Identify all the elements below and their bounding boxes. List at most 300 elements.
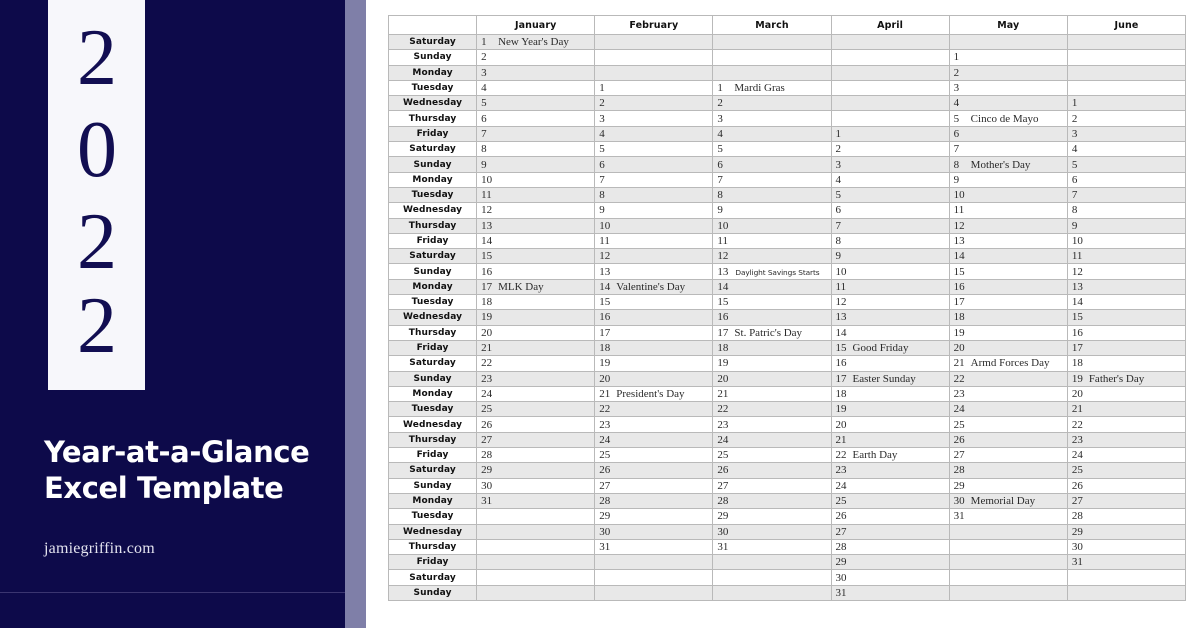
date-cell[interactable] bbox=[595, 539, 713, 554]
date-cell[interactable] bbox=[595, 325, 713, 340]
date-cell[interactable] bbox=[595, 35, 713, 50]
date-cell[interactable] bbox=[1067, 448, 1185, 463]
date-cell[interactable] bbox=[477, 463, 595, 478]
date-cell[interactable] bbox=[949, 218, 1067, 233]
date-cell[interactable] bbox=[949, 203, 1067, 218]
date-cell[interactable] bbox=[477, 218, 595, 233]
date-cell[interactable] bbox=[1067, 555, 1185, 570]
date-cell[interactable] bbox=[1067, 371, 1185, 386]
date-cell[interactable] bbox=[477, 570, 595, 585]
date-cell[interactable] bbox=[1067, 157, 1185, 172]
date-cell[interactable] bbox=[713, 96, 831, 111]
date-number: 14 bbox=[481, 235, 493, 247]
panel-divider bbox=[0, 592, 345, 593]
year-digit-1: 2 bbox=[77, 14, 116, 102]
date-cell[interactable] bbox=[595, 50, 713, 65]
date-cell[interactable] bbox=[477, 432, 595, 447]
date-cell[interactable] bbox=[831, 402, 949, 417]
date-cell[interactable] bbox=[831, 493, 949, 508]
date-cell[interactable] bbox=[831, 539, 949, 554]
date-cell[interactable] bbox=[1067, 417, 1185, 432]
date-cell[interactable] bbox=[477, 417, 595, 432]
date-cell[interactable] bbox=[831, 524, 949, 539]
date-cell[interactable] bbox=[713, 264, 831, 279]
date-cell[interactable] bbox=[831, 417, 949, 432]
date-cell[interactable] bbox=[1067, 249, 1185, 264]
date-number: 2 bbox=[717, 97, 723, 110]
date-cell[interactable] bbox=[831, 463, 949, 478]
date-cell[interactable] bbox=[949, 50, 1067, 65]
date-number: 1 bbox=[481, 36, 487, 49]
date-cell[interactable] bbox=[831, 187, 949, 202]
date-cell[interactable] bbox=[713, 142, 831, 157]
date-cell[interactable] bbox=[713, 203, 831, 218]
date-cell[interactable] bbox=[831, 325, 949, 340]
date-cell[interactable] bbox=[595, 570, 713, 585]
date-cell[interactable] bbox=[595, 233, 713, 248]
date-cell[interactable] bbox=[949, 417, 1067, 432]
date-cell[interactable] bbox=[831, 555, 949, 570]
date-cell[interactable] bbox=[949, 65, 1067, 80]
date-cell[interactable] bbox=[477, 340, 595, 355]
date-cell[interactable] bbox=[949, 340, 1067, 355]
day-of-week-cell: Tuesday bbox=[389, 295, 477, 310]
date-number: 12 bbox=[481, 204, 493, 217]
date-number: 13 bbox=[717, 265, 729, 278]
date-cell[interactable] bbox=[477, 50, 595, 65]
date-cell[interactable] bbox=[595, 218, 713, 233]
date-cell[interactable] bbox=[949, 310, 1067, 325]
date-cell[interactable] bbox=[1067, 539, 1185, 554]
date-cell[interactable] bbox=[595, 65, 713, 80]
date-cell[interactable] bbox=[713, 172, 831, 187]
date-cell[interactable] bbox=[713, 524, 831, 539]
date-cell[interactable] bbox=[477, 187, 595, 202]
website-url: jamiegriffin.com bbox=[44, 540, 155, 557]
date-cell[interactable] bbox=[1067, 432, 1185, 447]
date-cell[interactable] bbox=[949, 509, 1067, 524]
date-number: 30 bbox=[481, 479, 493, 492]
table-row bbox=[389, 50, 1186, 65]
date-cell[interactable] bbox=[831, 233, 949, 248]
date-number: 31 bbox=[953, 510, 965, 523]
date-cell[interactable] bbox=[1067, 50, 1185, 65]
year-at-a-glance-table bbox=[388, 15, 1186, 601]
date-cell[interactable] bbox=[949, 448, 1067, 463]
date-number: 27 bbox=[1071, 495, 1083, 508]
date-cell[interactable] bbox=[477, 310, 595, 325]
date-cell[interactable] bbox=[831, 509, 949, 524]
table-row bbox=[389, 432, 1186, 447]
table-row bbox=[389, 264, 1186, 279]
date-cell[interactable] bbox=[713, 35, 831, 50]
date-cell[interactable] bbox=[477, 157, 595, 172]
date-cell[interactable] bbox=[477, 203, 595, 218]
date-number: 1 bbox=[599, 82, 605, 95]
date-cell[interactable] bbox=[949, 96, 1067, 111]
date-cell[interactable] bbox=[949, 111, 1067, 126]
date-cell[interactable] bbox=[1067, 203, 1185, 218]
table-row bbox=[389, 402, 1186, 417]
day-of-week-cell: Friday bbox=[389, 126, 477, 141]
date-cell[interactable] bbox=[1067, 295, 1185, 310]
date-cell[interactable] bbox=[949, 539, 1067, 554]
date-number: 3 bbox=[1071, 127, 1078, 140]
date-cell[interactable] bbox=[713, 417, 831, 432]
date-cell[interactable] bbox=[1067, 463, 1185, 478]
holiday-label: Easter Sunday bbox=[852, 372, 916, 385]
date-cell[interactable] bbox=[831, 432, 949, 447]
date-cell[interactable] bbox=[477, 126, 595, 141]
date-cell[interactable] bbox=[477, 142, 595, 157]
date-cell[interactable] bbox=[595, 187, 713, 202]
date-cell[interactable] bbox=[1067, 187, 1185, 202]
date-cell[interactable] bbox=[949, 279, 1067, 294]
date-cell[interactable] bbox=[595, 142, 713, 157]
date-cell[interactable] bbox=[477, 65, 595, 80]
date-cell[interactable] bbox=[831, 111, 949, 126]
date-cell[interactable] bbox=[949, 249, 1067, 264]
date-cell[interactable] bbox=[831, 310, 949, 325]
date-cell[interactable] bbox=[713, 187, 831, 202]
date-cell[interactable] bbox=[1067, 218, 1185, 233]
date-cell[interactable] bbox=[949, 356, 1067, 371]
date-cell[interactable] bbox=[595, 555, 713, 570]
date-cell[interactable] bbox=[1067, 233, 1185, 248]
date-cell[interactable] bbox=[713, 432, 831, 447]
date-number: 4 bbox=[1071, 143, 1078, 156]
holiday-label: Good Friday bbox=[852, 342, 909, 355]
date-cell[interactable] bbox=[831, 65, 949, 80]
date-cell[interactable] bbox=[713, 539, 831, 554]
date-cell[interactable] bbox=[1067, 172, 1185, 187]
date-cell[interactable] bbox=[477, 172, 595, 187]
date-number: 6 bbox=[717, 158, 723, 171]
date-number: 22 bbox=[599, 403, 611, 416]
date-cell[interactable] bbox=[713, 233, 831, 248]
date-cell[interactable] bbox=[595, 172, 713, 187]
date-cell[interactable] bbox=[713, 65, 831, 80]
date-cell[interactable] bbox=[831, 356, 949, 371]
date-cell[interactable] bbox=[713, 310, 831, 325]
date-number: 13 bbox=[1071, 280, 1083, 293]
date-number: 4 bbox=[717, 127, 723, 140]
date-cell[interactable] bbox=[477, 356, 595, 371]
date-cell[interactable] bbox=[1067, 524, 1185, 539]
date-cell[interactable] bbox=[595, 432, 713, 447]
date-cell[interactable] bbox=[595, 111, 713, 126]
day-of-week-cell: Saturday bbox=[389, 249, 477, 264]
date-cell[interactable] bbox=[831, 142, 949, 157]
date-cell[interactable] bbox=[831, 218, 949, 233]
date-cell[interactable] bbox=[949, 478, 1067, 493]
date-number: 11 bbox=[481, 189, 492, 202]
date-cell[interactable] bbox=[831, 585, 949, 600]
date-cell[interactable] bbox=[595, 203, 713, 218]
date-cell[interactable] bbox=[949, 142, 1067, 157]
date-number: 3 bbox=[717, 112, 723, 125]
date-number: 10 bbox=[599, 219, 611, 232]
date-cell[interactable] bbox=[477, 493, 595, 508]
date-cell[interactable] bbox=[713, 295, 831, 310]
date-cell[interactable] bbox=[595, 80, 713, 95]
date-cell[interactable] bbox=[595, 126, 713, 141]
table-row bbox=[389, 126, 1186, 141]
date-number: 10 bbox=[1071, 235, 1083, 247]
date-cell[interactable] bbox=[477, 478, 595, 493]
date-number: 5 bbox=[717, 143, 723, 156]
date-cell[interactable] bbox=[595, 371, 713, 386]
date-cell[interactable] bbox=[713, 570, 831, 585]
date-cell[interactable] bbox=[1067, 340, 1185, 355]
date-cell[interactable] bbox=[1067, 264, 1185, 279]
date-cell[interactable] bbox=[949, 386, 1067, 401]
date-cell[interactable] bbox=[713, 126, 831, 141]
date-cell[interactable] bbox=[831, 50, 949, 65]
date-cell[interactable] bbox=[831, 203, 949, 218]
date-cell[interactable] bbox=[477, 509, 595, 524]
date-number: 24 bbox=[953, 403, 965, 416]
date-cell[interactable] bbox=[831, 172, 949, 187]
date-number: 19 bbox=[481, 311, 493, 324]
date-cell[interactable] bbox=[831, 80, 949, 95]
date-cell[interactable] bbox=[949, 570, 1067, 585]
day-of-week-cell: Tuesday bbox=[389, 509, 477, 524]
day-of-week-cell: Friday bbox=[389, 555, 477, 570]
date-cell[interactable] bbox=[1067, 585, 1185, 600]
date-cell[interactable] bbox=[1067, 126, 1185, 141]
date-cell[interactable] bbox=[595, 96, 713, 111]
date-cell[interactable] bbox=[1067, 142, 1185, 157]
date-number: 12 bbox=[835, 296, 847, 309]
date-cell[interactable] bbox=[949, 80, 1067, 95]
date-cell[interactable] bbox=[477, 249, 595, 264]
date-cell[interactable] bbox=[1067, 65, 1185, 80]
date-cell[interactable] bbox=[713, 249, 831, 264]
date-number: 19 bbox=[599, 357, 611, 370]
date-cell[interactable] bbox=[477, 555, 595, 570]
date-number: 21 bbox=[1071, 403, 1083, 416]
date-cell[interactable] bbox=[477, 386, 595, 401]
date-cell[interactable] bbox=[831, 570, 949, 585]
date-cell[interactable] bbox=[949, 187, 1067, 202]
date-cell[interactable] bbox=[713, 463, 831, 478]
date-number: 10 bbox=[481, 173, 493, 186]
date-cell[interactable] bbox=[595, 340, 713, 355]
date-cell[interactable] bbox=[595, 295, 713, 310]
date-cell[interactable] bbox=[831, 35, 949, 50]
table-row bbox=[389, 203, 1186, 218]
table-row bbox=[389, 386, 1186, 401]
date-number: 18 bbox=[481, 296, 493, 309]
date-cell[interactable] bbox=[713, 80, 831, 95]
date-cell[interactable] bbox=[713, 386, 831, 401]
date-cell[interactable] bbox=[1067, 478, 1185, 493]
date-cell[interactable] bbox=[713, 585, 831, 600]
date-number: 24 bbox=[717, 433, 729, 446]
date-cell[interactable] bbox=[713, 50, 831, 65]
date-cell[interactable] bbox=[831, 157, 949, 172]
holiday-label: Valentine's Day bbox=[616, 280, 686, 293]
date-cell[interactable] bbox=[831, 478, 949, 493]
date-number: 31 bbox=[481, 495, 493, 508]
date-cell[interactable] bbox=[1067, 96, 1185, 111]
date-cell[interactable] bbox=[477, 539, 595, 554]
date-cell[interactable] bbox=[595, 279, 713, 294]
date-cell[interactable] bbox=[1067, 279, 1185, 294]
date-number: 1 bbox=[717, 82, 723, 95]
date-cell[interactable] bbox=[713, 493, 831, 508]
date-cell[interactable] bbox=[595, 448, 713, 463]
date-cell[interactable] bbox=[949, 585, 1067, 600]
date-number: 9 bbox=[835, 250, 842, 263]
day-of-week-cell: Wednesday bbox=[389, 310, 477, 325]
date-cell[interactable] bbox=[477, 35, 595, 50]
date-cell[interactable] bbox=[595, 402, 713, 417]
day-of-week-cell: Monday bbox=[389, 386, 477, 401]
date-cell[interactable] bbox=[949, 35, 1067, 50]
date-cell[interactable] bbox=[477, 279, 595, 294]
month-header-january: January bbox=[477, 16, 595, 35]
date-number: 23 bbox=[717, 418, 729, 431]
date-cell[interactable] bbox=[713, 279, 831, 294]
date-cell[interactable] bbox=[831, 448, 949, 463]
date-cell[interactable] bbox=[949, 233, 1067, 248]
date-cell[interactable] bbox=[595, 585, 713, 600]
day-of-week-cell: Wednesday bbox=[389, 203, 477, 218]
date-cell[interactable] bbox=[831, 340, 949, 355]
table-row bbox=[389, 555, 1186, 570]
date-cell[interactable] bbox=[1067, 35, 1185, 50]
date-cell[interactable] bbox=[831, 279, 949, 294]
date-number: 4 bbox=[481, 82, 487, 95]
date-cell[interactable] bbox=[831, 295, 949, 310]
date-cell[interactable] bbox=[713, 478, 831, 493]
date-cell[interactable] bbox=[477, 111, 595, 126]
date-cell[interactable] bbox=[831, 386, 949, 401]
date-cell[interactable] bbox=[713, 157, 831, 172]
date-cell[interactable] bbox=[1067, 386, 1185, 401]
date-number: 28 bbox=[599, 495, 611, 508]
date-cell[interactable] bbox=[949, 157, 1067, 172]
date-cell[interactable] bbox=[595, 264, 713, 279]
date-number: 7 bbox=[717, 173, 723, 186]
date-number: 23 bbox=[599, 418, 611, 431]
date-cell[interactable] bbox=[1067, 80, 1185, 95]
date-cell[interactable] bbox=[477, 402, 595, 417]
date-number: 1 bbox=[835, 127, 842, 140]
date-number: 16 bbox=[835, 357, 847, 370]
date-cell[interactable] bbox=[1067, 111, 1185, 126]
date-cell[interactable] bbox=[477, 371, 595, 386]
date-cell[interactable] bbox=[477, 295, 595, 310]
date-cell[interactable] bbox=[595, 417, 713, 432]
date-cell[interactable] bbox=[713, 509, 831, 524]
date-cell[interactable] bbox=[713, 371, 831, 386]
date-cell[interactable] bbox=[595, 493, 713, 508]
date-cell[interactable] bbox=[1067, 325, 1185, 340]
date-cell[interactable] bbox=[949, 325, 1067, 340]
date-cell[interactable] bbox=[595, 478, 713, 493]
date-number: 29 bbox=[1071, 525, 1083, 538]
date-cell[interactable] bbox=[1067, 402, 1185, 417]
date-number: 19 bbox=[835, 403, 847, 416]
date-number: 12 bbox=[599, 250, 611, 263]
date-cell[interactable] bbox=[713, 340, 831, 355]
date-cell[interactable] bbox=[1067, 310, 1185, 325]
date-cell[interactable] bbox=[949, 432, 1067, 447]
date-cell[interactable] bbox=[713, 402, 831, 417]
date-cell[interactable] bbox=[949, 126, 1067, 141]
day-of-week-cell: Tuesday bbox=[389, 80, 477, 95]
date-number: 9 bbox=[599, 204, 605, 217]
date-cell[interactable] bbox=[477, 233, 595, 248]
date-cell[interactable] bbox=[1067, 493, 1185, 508]
date-cell[interactable] bbox=[595, 386, 713, 401]
date-cell[interactable] bbox=[477, 585, 595, 600]
date-cell[interactable] bbox=[713, 218, 831, 233]
day-of-week-cell: Thursday bbox=[389, 432, 477, 447]
date-cell[interactable] bbox=[949, 172, 1067, 187]
date-cell[interactable] bbox=[713, 555, 831, 570]
date-cell[interactable] bbox=[595, 157, 713, 172]
date-cell[interactable] bbox=[477, 96, 595, 111]
date-cell[interactable] bbox=[949, 371, 1067, 386]
table-row bbox=[389, 463, 1186, 478]
date-cell[interactable] bbox=[949, 402, 1067, 417]
date-number: 25 bbox=[1071, 464, 1083, 477]
date-cell[interactable] bbox=[949, 524, 1067, 539]
date-cell[interactable] bbox=[595, 249, 713, 264]
accent-stripe bbox=[345, 0, 366, 628]
date-cell[interactable] bbox=[949, 555, 1067, 570]
date-cell[interactable] bbox=[477, 448, 595, 463]
date-cell[interactable] bbox=[949, 264, 1067, 279]
date-cell[interactable] bbox=[949, 463, 1067, 478]
date-cell[interactable] bbox=[831, 249, 949, 264]
date-cell[interactable] bbox=[595, 310, 713, 325]
date-cell[interactable] bbox=[477, 524, 595, 539]
date-cell[interactable] bbox=[1067, 570, 1185, 585]
date-cell[interactable] bbox=[477, 325, 595, 340]
month-header-march: March bbox=[713, 16, 831, 35]
date-cell[interactable] bbox=[831, 126, 949, 141]
date-cell[interactable] bbox=[595, 463, 713, 478]
date-cell[interactable] bbox=[713, 111, 831, 126]
date-cell[interactable] bbox=[595, 356, 713, 371]
date-number: 28 bbox=[835, 540, 847, 553]
date-cell[interactable] bbox=[949, 493, 1067, 508]
date-cell[interactable] bbox=[595, 524, 713, 539]
table-row bbox=[389, 493, 1186, 508]
date-cell[interactable] bbox=[713, 325, 831, 340]
day-of-week-cell: Wednesday bbox=[389, 524, 477, 539]
date-cell[interactable] bbox=[831, 264, 949, 279]
date-cell[interactable] bbox=[595, 509, 713, 524]
date-cell[interactable] bbox=[949, 295, 1067, 310]
date-cell[interactable] bbox=[713, 356, 831, 371]
date-cell[interactable] bbox=[1067, 356, 1185, 371]
date-cell[interactable] bbox=[713, 448, 831, 463]
day-of-week-cell: Monday bbox=[389, 65, 477, 80]
date-cell[interactable] bbox=[831, 371, 949, 386]
date-cell[interactable] bbox=[477, 264, 595, 279]
date-number: 7 bbox=[1071, 189, 1078, 202]
day-of-week-cell: Saturday bbox=[389, 35, 477, 50]
date-cell[interactable] bbox=[831, 96, 949, 111]
date-cell[interactable] bbox=[477, 80, 595, 95]
date-cell[interactable] bbox=[1067, 509, 1185, 524]
